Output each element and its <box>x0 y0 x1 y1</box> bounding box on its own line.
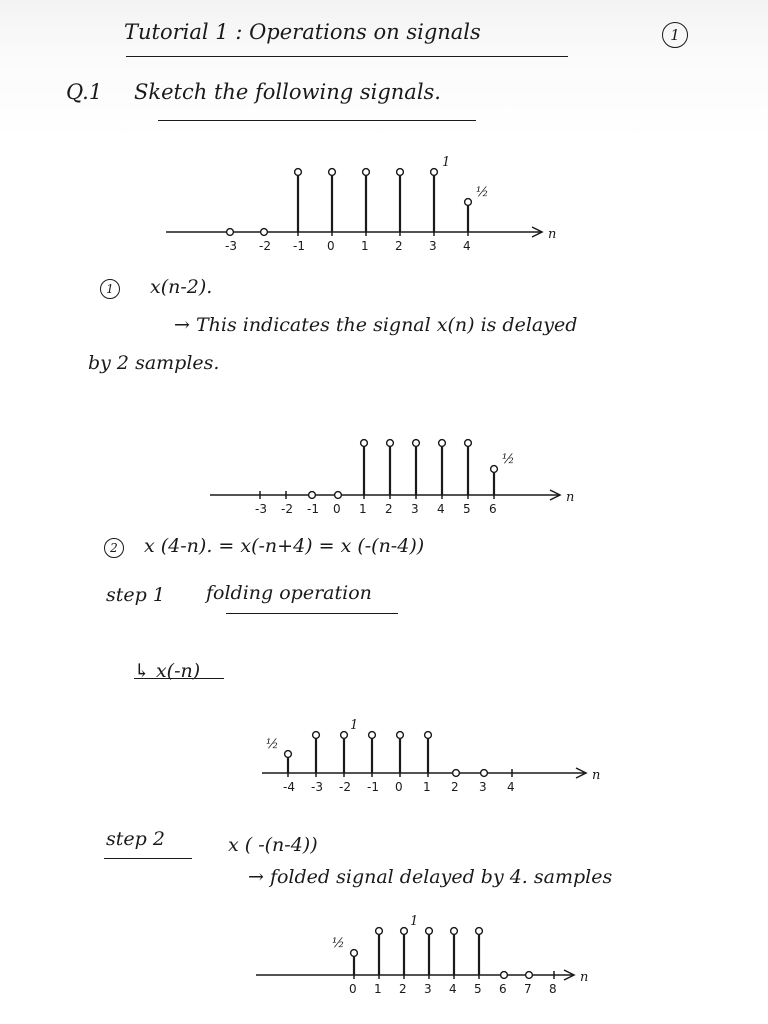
page-number-badge: 1 <box>662 22 688 48</box>
part1-note-line2: by 2 samples. <box>88 352 220 374</box>
sample-point <box>501 972 508 979</box>
tick-label: -2 <box>281 502 293 516</box>
tick-label: -4 <box>283 780 295 794</box>
fold-underline <box>134 678 224 679</box>
sample-point <box>397 169 404 176</box>
tick-label: 4 <box>463 239 471 253</box>
tick-label: 0 <box>349 982 357 996</box>
tick-label: 3 <box>479 780 487 794</box>
tick-label: 5 <box>463 502 471 516</box>
sample-point <box>491 466 498 473</box>
part1-expression: x(n-2). <box>150 276 213 298</box>
part1-note-line1: → This indicates the signal x(n) is delayed <box>174 314 578 336</box>
step2-note: → folded signal delayed by 4. samples <box>248 866 613 888</box>
part1-number-badge: 1 <box>100 279 120 299</box>
axis-label: n <box>566 490 575 505</box>
sample-point <box>363 169 370 176</box>
page-title: Tutorial 1 : Operations on signals <box>124 20 481 44</box>
tick-label: 2 <box>451 780 459 794</box>
half-value-label: ½ <box>502 452 515 467</box>
tick-label: 0 <box>327 239 335 253</box>
tick-label: -1 <box>367 780 379 794</box>
sample-point <box>481 770 488 777</box>
tick-label: 1 <box>374 982 382 996</box>
sample-point <box>453 770 460 777</box>
fold-expression: ↳ x(-n) <box>134 660 201 682</box>
axis-label: n <box>548 227 557 242</box>
tick-label: -2 <box>339 780 351 794</box>
tick-label: 4 <box>437 502 445 516</box>
sample-point <box>439 440 446 447</box>
part2-number-badge: 2 <box>104 538 124 558</box>
sample-point <box>465 199 472 206</box>
tick-label: 1 <box>359 502 367 516</box>
question-prompt: Sketch the following signals. <box>134 80 441 104</box>
sample-point <box>431 169 438 176</box>
axis-label: n <box>592 768 601 783</box>
tick-label: -2 <box>259 239 271 253</box>
sample-point <box>413 440 420 447</box>
tick-label: 2 <box>399 982 407 996</box>
sample-point <box>341 732 348 739</box>
sample-point <box>526 972 533 979</box>
sample-point <box>387 440 394 447</box>
half-value-label: ½ <box>332 936 345 951</box>
sample-point <box>295 169 302 176</box>
step1-underline <box>226 613 398 614</box>
sample-point <box>351 950 358 957</box>
step2-expression: x ( -(n-4)) <box>228 834 318 856</box>
half-value-label: ½ <box>476 185 489 200</box>
tick-label: 6 <box>489 502 497 516</box>
tick-label: 8 <box>549 982 557 996</box>
sample-point <box>261 229 268 236</box>
step1-label: step 1 <box>106 584 165 606</box>
sample-point <box>313 732 320 739</box>
tick-label: 1 <box>361 239 369 253</box>
part2-expression: x (4-n). = x(-n+4) = x (-(n-4)) <box>144 535 425 557</box>
sample-point <box>465 440 472 447</box>
sample-point <box>227 229 234 236</box>
step2-label: step 2 <box>106 828 165 850</box>
half-value-label: ½ <box>266 737 279 752</box>
sample-point <box>369 732 376 739</box>
tick-label: -3 <box>311 780 323 794</box>
sample-point <box>376 928 383 935</box>
sample-point <box>397 732 404 739</box>
tick-label: 4 <box>507 780 515 794</box>
peak-value-label: 1 <box>442 155 451 170</box>
tick-label: 3 <box>424 982 432 996</box>
tick-label: 0 <box>395 780 403 794</box>
tick-label: 7 <box>524 982 532 996</box>
sample-point <box>361 440 368 447</box>
sample-point <box>309 492 316 499</box>
tick-label: 2 <box>385 502 393 516</box>
tick-label: -3 <box>255 502 267 516</box>
sample-point <box>285 751 292 758</box>
sample-point <box>335 492 342 499</box>
tick-label: 2 <box>395 239 403 253</box>
sample-point <box>451 928 458 935</box>
peak-value-label: 1 <box>410 914 419 929</box>
axis-label: n <box>580 970 589 985</box>
peak-value-label: 1 <box>350 718 359 733</box>
tick-label: 3 <box>411 502 419 516</box>
sample-point <box>476 928 483 935</box>
sample-point <box>425 732 432 739</box>
sample-point <box>426 928 433 935</box>
question-label: Q.1 <box>66 80 103 104</box>
tick-label: -3 <box>225 239 237 253</box>
tick-label: 5 <box>474 982 482 996</box>
tick-label: 6 <box>499 982 507 996</box>
step1-title: folding operation <box>206 582 372 604</box>
tick-label: 3 <box>429 239 437 253</box>
tick-label: 0 <box>333 502 341 516</box>
tick-label: 1 <box>423 780 431 794</box>
step2-underline <box>104 858 192 859</box>
sample-point <box>401 928 408 935</box>
tick-label: -1 <box>293 239 305 253</box>
tick-label: 4 <box>449 982 457 996</box>
sample-point <box>329 169 336 176</box>
tick-label: -1 <box>307 502 319 516</box>
